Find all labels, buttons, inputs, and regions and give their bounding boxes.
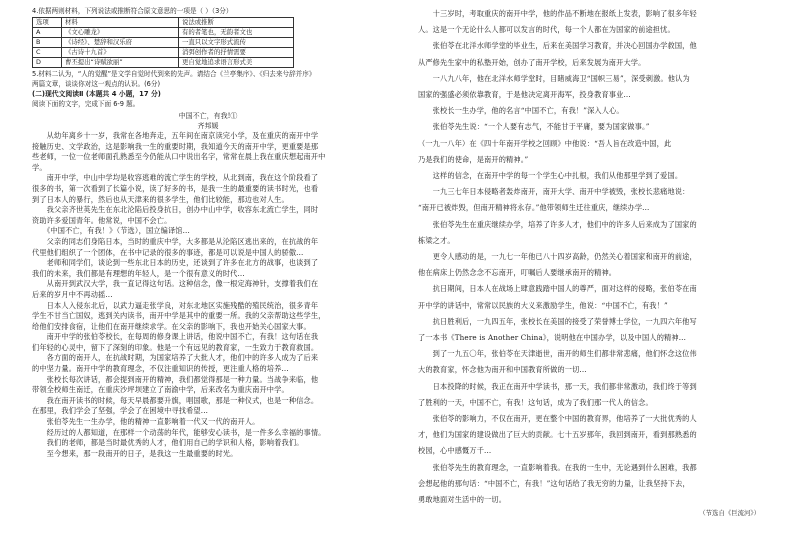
text-line: 国家的强盛必须依靠教育，于是他决定离开海军，投身教育事业...	[418, 90, 631, 100]
text-line: 经历过的人都知道，在那样一个动荡的年代，能够安心读书，是一件多么幸福的事情。	[32, 427, 326, 437]
q5-line2: 两篇文章，谈谈你对这一观点的认识。(6分)	[32, 80, 161, 88]
text-line: （一九一八年）在《四十年南开学校之回顾》中他说：“吾人旨在改造中国，此	[418, 138, 672, 148]
text-line: 各方面的南开人，在抗战时期，为国家培养了大批人才，他们中的许多人成为了后来	[32, 353, 319, 363]
text-line: 乃是我们的使命，是南开的精神。”	[418, 154, 529, 164]
text-line: 抗日胜利后，一九四五年，张校长在美国的接受了荣誉博士学位，一九四六年他写	[418, 316, 697, 326]
text-line: 了一本书《There is Another China》，说明他在中国办学，以及中国人的精神...	[418, 333, 687, 343]
text-line: 南开中学的张伯苓校长，在每周的修身课上讲话，他说中国不亡，有我！这句话在我	[32, 332, 319, 342]
text-line: 很多的书，第一次看到了长篇小说，读了好多的书，是我一生的最重要的读书时光，也看	[32, 183, 319, 193]
table-cell: 《古诗十九首》	[62, 48, 179, 58]
text-line: 日本人入侵东北后，以武力逼走张学良，对东北地区实施残酷的殖民统治，很多青年	[32, 300, 319, 310]
text-line: 他在病床上仍然念念不忘南开，叮嘱后人要继承南开的精神。	[418, 268, 617, 278]
table-cell: 更自觉地追求语言形式美	[179, 58, 294, 68]
text-line: 在那里，我们学会了坚强，学会了在困境中寻找希望...	[32, 406, 209, 416]
text-line: 栋梁之才。	[418, 235, 455, 245]
table-cell: 《诗经》、楚辞和汉乐府	[62, 38, 179, 48]
text-line: 老师和同学们，谈论到一些东北日本的历史，还谈到了许多在北方的战事，也谈到了	[32, 258, 319, 268]
text-line: 十三岁时，考取重庆的南开中学，他的作品不断地在报纸上发表，影响了很多年轻	[418, 9, 697, 18]
text-line: 我们的老师，都是当时最优秀的人才，他们用自己的学识和人格，影响着我们。	[32, 438, 304, 448]
right-column	[418, 6, 764, 518]
table-header-cell: 说法或推断	[179, 18, 294, 28]
text-line: 大的教育家，怀念他为南开和中国教育所做的一切...	[418, 365, 587, 375]
table-row	[33, 28, 294, 38]
text-line: 勇敢地面对生活中的一切。	[418, 495, 507, 505]
q5-line1: 5.材料二认为，“人的觉醒”是文学自觉时代到来的先声。请结合《兰亭集序》、《归去来兮辞并序》	[32, 70, 316, 78]
section-instruction: 阅读下面的文字，完成下面 6-9 题。	[32, 100, 140, 108]
text-line: 从严修先生家中的私塾开始，创办了南开学校，后来发展为南开大学。	[418, 57, 646, 67]
left-column	[32, 6, 384, 459]
text-line: 日本投降的时候，我正在南开中学读书，那一天，我们都非常激动，我们终于等到	[418, 381, 697, 391]
text-line: “南开已被炸毁，但南开精神将永存。”他带领师生迁往重庆，继续办学...	[418, 203, 650, 213]
text-line: 至今想来，那一段南开的日子，是我这一生最重要的时光。	[32, 448, 238, 458]
text-line: 到了日本人的暴行，然后也从天津来的很多学生，他们比较能，那边也对人生。	[32, 194, 289, 204]
text-line: 南开中学，中山中学均是收容逃难的流亡学生的学校，从北到南，我在这个阶段看了	[32, 173, 319, 183]
table-cell: 曹丕提出“诗赋欲丽”	[62, 58, 179, 68]
text-line: 些老师，一位一位老师面孔熟悉至今仍能从口中说出名字，常常在晨上我在重庆想起南开中	[32, 152, 326, 162]
text-line: 《中国不亡，有我！》（节选），国立编译馆...	[32, 226, 190, 236]
table-cell: B	[33, 38, 62, 48]
table-cell: C	[33, 48, 62, 58]
text-line: 的中坚力量。南开中学的教育理念，不仅注重知识的传授，更注重人格的培养...	[32, 364, 289, 374]
table-header-cell: 选项	[33, 18, 62, 28]
table-cell: A	[33, 28, 62, 38]
text-line: 了胜利的一天，中国不亡，有我！这句话，成为了我们那一代人的信念。	[418, 397, 653, 407]
text-line: 人。这是一个无论什么人都可以发言的时代，每一个人都在为国家的前途担忧。	[418, 25, 675, 35]
article-body-right	[418, 6, 764, 508]
text-line: 张校长一生办学，他的名言“中国不亡，有我！”深入人心。	[418, 106, 624, 116]
table-cell: 一直只以文字形式流传	[179, 38, 294, 48]
table-header-row	[33, 18, 294, 28]
q4-options-table	[32, 17, 294, 68]
text-line: 从南开到武汉大学，我一直记得这句话。这种信念，像一根定海神针，支撑着我们在	[32, 279, 319, 289]
text-line: 接触历史、文学政治，这是影响我一生的重要时期，我知道今天的南开中学，更重要是那	[32, 141, 319, 151]
text-line: 父亲的同志们身陷日本，当时的重庆中学，大多都是从沦陷区逃出来的，在抗战的年	[32, 236, 319, 246]
text-line: 学生不甘当亡国奴，逃到关内读书，南开中学是其中的重要一所。我的父亲帮助这些学生，	[32, 311, 326, 321]
text-line: 校园，心中感慨万千...	[418, 446, 492, 456]
article-source: （节选自《巨流河》）	[699, 509, 760, 518]
table-cell: 《文心雕龙》	[62, 28, 179, 38]
article-title: 中国不亡，有我!①	[178, 112, 238, 120]
text-line: 张伯苓先生在重庆继续办学，培养了许多人才，他们中的许多人后来成为了国家的	[418, 219, 697, 229]
text-line: 后来的岁月中不再动摇...	[32, 289, 113, 299]
text-line: 一九三七年日本侵略者轰炸南开，南开大学、南开中学被毁，张校长悲痛地说：	[418, 187, 690, 197]
table-row	[33, 58, 294, 68]
q4-stem: 4.依据两则材料，下列说法或推断符合原文意思的一项是（ ）（3分）	[32, 7, 233, 15]
text-line: 我们的未来，我们都是有理想的年轻人，是一个很有意义的时代...	[32, 268, 245, 278]
table-cell: 有的者笔也，无韵者文也	[179, 28, 294, 38]
text-line: 代里他们组织了一个团体，在书中记录的很多的事迹，都是可以说是中国人的骄傲...	[32, 247, 304, 257]
text-line: 张伯苓先生一生办学，他的精神一直影响着一代又一代的南开人。	[32, 417, 260, 427]
text-line: 这样的信念，在南开中学的每一个学生心中扎根，我们从他那里学到了爱国。	[418, 171, 683, 181]
table-row	[33, 38, 294, 48]
text-line: 张校长每次讲话，都会提到南开的精神，我们都觉得那是一种力量。当战争来临，他	[32, 374, 319, 384]
text-line: 从幼年离乡十一岁，我常在各地奔走，五年间在南京读完小学，及在重庆的南开中学	[32, 131, 319, 140]
article-author: 齐邦媛	[197, 122, 219, 130]
article-body-left	[32, 131, 384, 459]
text-line: 资助许多爱国青年。他常说，中国不会亡。	[32, 215, 172, 225]
text-line: 我父亲齐世英先生在东北沦陷后投身抗日，创办中山中学，收容东北流亡学生，同时	[32, 205, 319, 215]
text-line: 张伯苓先生说：“一个人要有志气，不能甘于平庸，要为国家做事。”	[418, 122, 650, 132]
text-line: 更令人感动的是，一九七一年他已八十四岁高龄，仍然关心着国家和南开的前途，	[418, 252, 697, 262]
text-line: 开中学的讲话中，常常以民族的大义来激励学生，他说：“中国不亡，有我！”	[418, 300, 668, 310]
text-line: 会想起他的那句话：“中国不亡，有我！”这句话给了我无穷的力量，让我坚持下去，	[418, 478, 690, 488]
text-line: 带领全校师生南迁，在重庆沙坪坝建立了南渝中学，后来改名为重庆南开中学。	[32, 385, 289, 395]
text-line: 才，他们为国家的建设做出了巨大的贡献。七十五岁那年，我回到南开，看到那熟悉的	[418, 430, 697, 440]
section-heading: (二)现代文阅读Ⅱ (本题共 4 小题，17 分)	[32, 90, 161, 98]
text-line: 张伯苓在北洋水师学堂的毕业生，后来在美国学习教育，并决心回国办学救国，他	[418, 41, 697, 51]
table-row	[33, 48, 294, 58]
text-line: 张伯苓的影响力，不仅在南开，更在整个中国的教育界，他培养了一大批优秀的人	[418, 414, 697, 424]
text-line: 抗日期间，日本人在战场上肆意践踏中国人的尊严，面对这样的侵略，张伯苓在南	[418, 284, 697, 294]
text-line: 到了一九五〇年，张伯苓在天津逝世，南开的师生们都非常悲痛，他们怀念这位伟	[418, 349, 697, 359]
text-line: 一八九八年，他在北洋水师学堂时，目睹威海卫“国帜三易”，深受刺激。他认为	[418, 73, 690, 83]
text-line: 学。	[32, 162, 47, 172]
table-header-cell: 材料	[62, 18, 179, 28]
text-line: 给他们安排食宿，让他们在南开继续求学。在父亲的影响下，我也开始关心国家大事。	[32, 321, 311, 331]
text-line: 张伯苓先生的教育理念，一直影响着我。在我的一生中，无论遇到什么困难，我都	[418, 462, 697, 472]
table-cell: 消弭创作者的抒情需要	[179, 48, 294, 58]
text-line: 们年轻的心灵中，留下了深刻的印象。他是一个有远见的教育家，一生致力于教育救国。	[32, 342, 319, 352]
text-line: 我在南开读书的时候，每天早晨都要升旗，唱国歌，那是一种仪式，也是一种信念。	[32, 395, 319, 405]
table-cell: D	[33, 58, 62, 68]
